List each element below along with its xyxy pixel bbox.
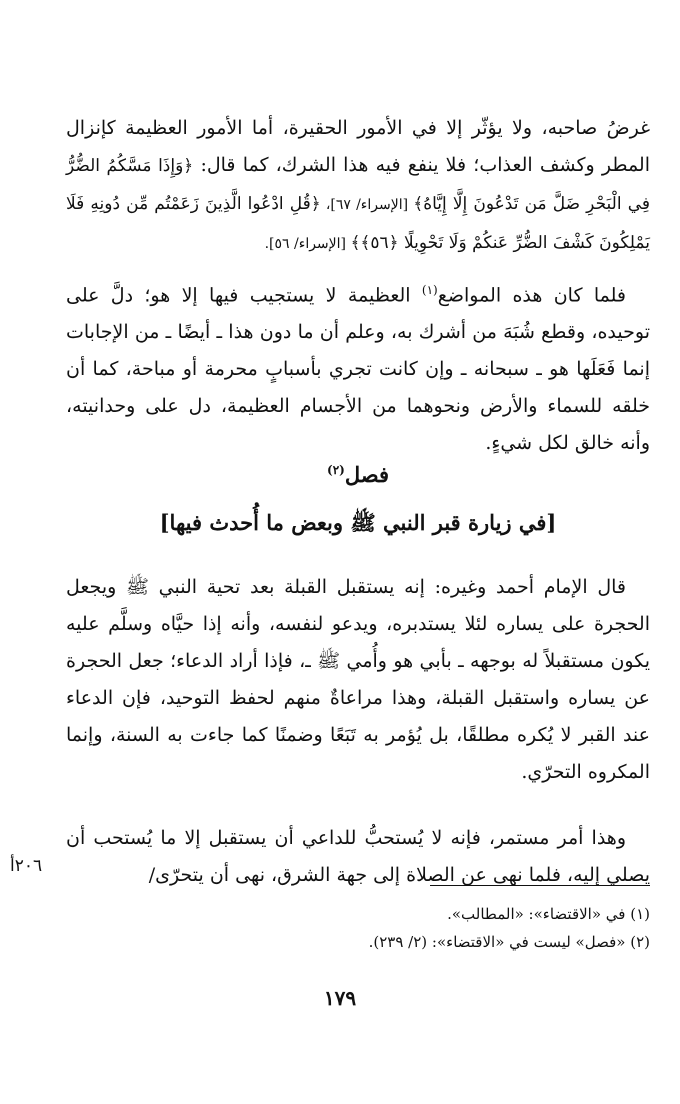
text-run: العظيمة لا يستجيب فيها إلا هو؛ دلَّ على توحيده، وقطع شُبَهَ من أشرك به، وعلم أن ما دون هذا ـ أيضًا ـ من الإجابات إنما فَعَلَها هو ـ سبحانه ـ وإن كانت تجري بأسبابٍ محرمة أو مباحة، كما أن خلقه للسماء والأرض ونحوهما من الأجسام العظيمة، دل على وحدانيته، وأنه خالق لكل شيءٍ. <box>66 284 650 455</box>
text-run: قال الإمام أحمد وغيره: إنه يستقبل القبلة بعد تحية النبي ﷺ ويجعل الحجرة على يساره لئلا يستدبره، ويدعو لنفسه، وأنه إذا حيَّاه وسلَّم عليه يكون مستقبلاً له بوجهه ـ بأبي هو وأُمي ﷺ ـ، فإذا أراد الدعاء؛ جعل الحجرة عن يساره واستقبل القبلة، وهذا مراعاةٌ منهم لحفظ التوحيد، فإن الدعاء عند القبر لا يُكره مطلقًا، بل يُؤمر به تَبَعًا وضمنًا كما جاءت به السنة، وإنما المكروه التحرّي. <box>66 576 650 783</box>
footnote-divider <box>430 885 650 886</box>
text-run: غرضُ صاحبه، ولا يؤثّر إلا في الأمور الحقيرة، أما الأمور العظيمة كإنزال المطر وكشف العذاب؛ فلا ينفع فيه هذا الشرك، كما قال: <box>66 117 650 176</box>
section-heading-label: فصل <box>344 462 389 487</box>
text-run: وهذا أمر مستمر، فإنه لا يُستحبُّ للداعي أن يستقبل إلا ما يُستحب أن يصلي إليه، فلما نهى عن الصلاة إلى جهة الشرق، نهى أن يتحرّى/ <box>66 827 650 886</box>
quran-verse: ﴿قُلِ ادْعُوا الَّذِينَ زَعَمْتُم مِّن دُونِهِ فَلَا يَمْلِكُونَ كَشْفَ الضُّرِّ عَنكُمْ وَلَا تَحْوِيلًا ﴿٥٦﴾﴾ <box>66 194 650 253</box>
footnote-marker: (٢) <box>327 463 345 477</box>
paragraph-1 <box>66 110 650 263</box>
paragraph-2 <box>66 272 650 462</box>
footnote-1: (١) في «الاقتضاء»: «المطالب». <box>447 905 650 923</box>
footnote-marker: (١) <box>421 283 438 297</box>
section-heading <box>66 462 650 487</box>
paragraph-3 <box>66 569 650 791</box>
verse-reference: [الإسراء/ ٥٦]. <box>264 236 351 252</box>
manuscript-folio-note: ٢٠٦أ <box>10 856 43 876</box>
paragraph-4 <box>66 820 650 894</box>
page-number: ١٧٩ <box>323 986 357 1010</box>
quran-verse: ﴿وَإِذَا مَسَّكُمُ الضُّرُّ فِي الْبَحْرِ ضَلَّ مَن تَدْعُونَ إِلَّا إِيَّاهُ﴾ <box>66 156 650 214</box>
verse-reference: [الإسراء/ ٦٧]، <box>320 197 414 213</box>
footnote-2: (٢) «فصل» ليست في «الاقتضاء»: (٢/ ٢٣٩). <box>368 933 650 951</box>
section-title: [في زيارة قبر النبي ﷺ وبعض ما أُحدث فيها] <box>159 510 557 535</box>
text-run: فلما كان هذه المواضع <box>437 284 626 307</box>
footnotes <box>66 900 650 956</box>
